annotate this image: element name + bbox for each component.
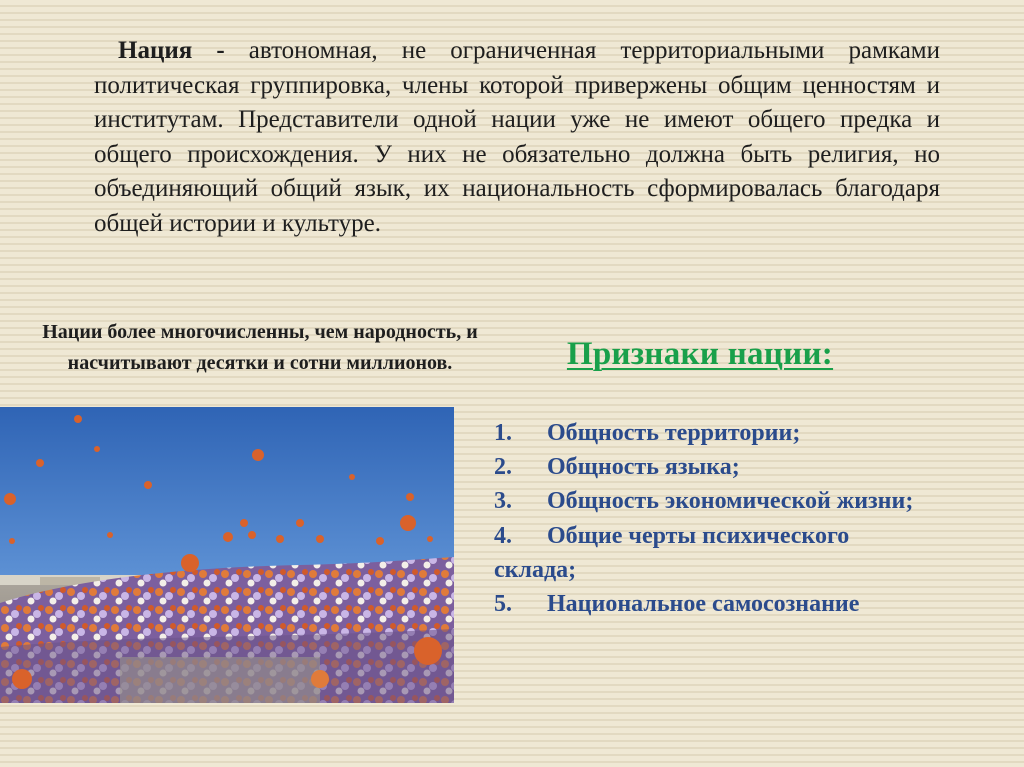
list-item-text: Общность территории; <box>547 420 801 446</box>
list-item <box>494 484 934 518</box>
signs-title: Признаки нации: <box>566 336 834 372</box>
list-item-number: 4. <box>494 522 512 549</box>
list-item-text: Общность языка; <box>547 454 740 481</box>
list-item-number: 5. <box>494 591 512 618</box>
signs-list <box>494 416 934 621</box>
photo-caption: Нации более многочисленны, чем народность, и насчитывают десятки и сотни миллионов. <box>42 321 478 374</box>
list-item <box>494 450 934 484</box>
definition-paragraph <box>94 34 940 241</box>
list-item <box>494 519 934 587</box>
list-item-text: Национальное самосознание <box>547 591 860 618</box>
list-item-text: Общие черты психического склада; <box>494 522 850 583</box>
list-item-number: 3. <box>494 488 512 515</box>
list-item-number: 2. <box>494 454 512 481</box>
list-item-number: 1. <box>494 420 512 446</box>
list-item <box>494 416 934 450</box>
definition-text: автономная, не ограниченная территориальными рамками политическая группировка, члены которой привержены общим ценностям и институтам. Представители одной нации уже не имеют общего предка и общего происхождения. У них не обязательно должна быть религия, но объединяющий общий язык, их национальность сформировалась благодаря общей истории и культуре. <box>94 37 940 237</box>
list-item <box>494 587 934 621</box>
list-item-text: Общность экономической жизни; <box>547 488 914 515</box>
definition-term: Нация - <box>118 37 225 64</box>
crowd-with-balls-photo <box>0 407 454 703</box>
